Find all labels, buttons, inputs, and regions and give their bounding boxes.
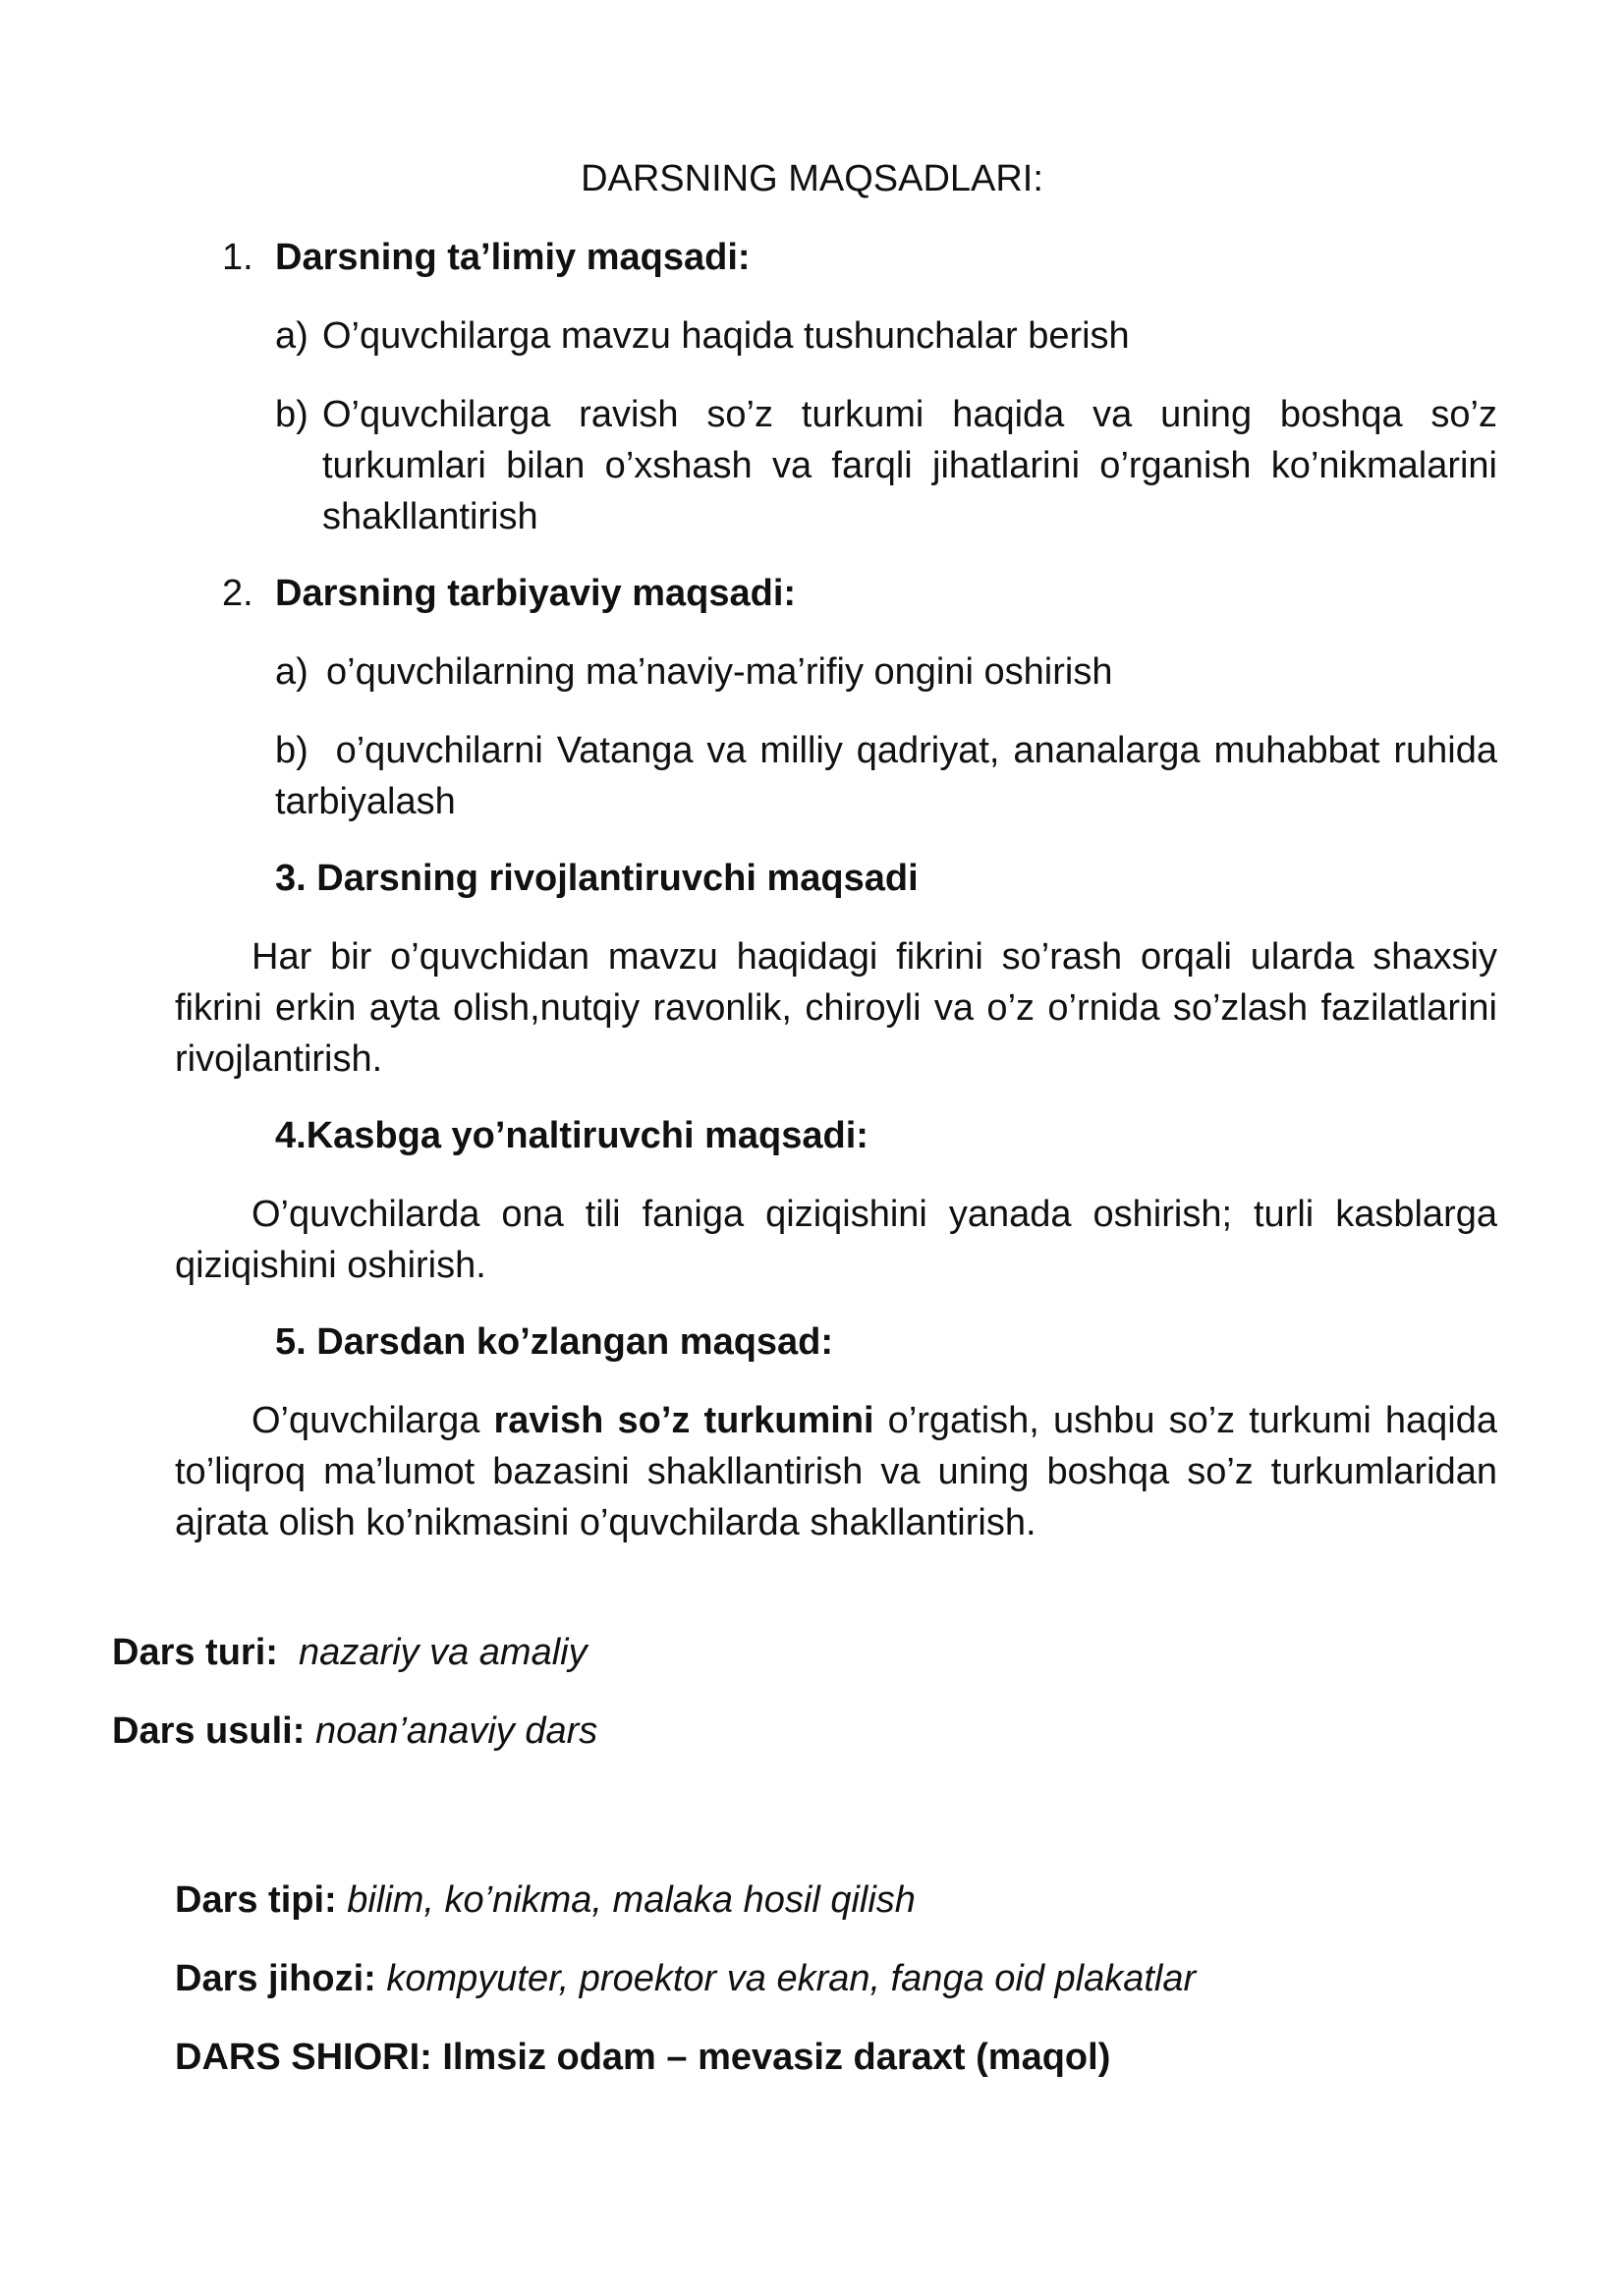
dars-turi-label: Dars turi:: [112, 1632, 278, 1673]
dars-turi: [112, 1627, 588, 1678]
goal-3-heading: 3. Darsning rivojlantiruvchi maqsadi: [275, 858, 919, 899]
goal-2-item-b-text: o’quvchilarni Vatanga va milliy qadriyat, ananalarga muhabbat ruhida tarbiyalash: [275, 730, 1498, 822]
goal-5-body-end: o’rgatish, ushbu so’z turkumi haqida to’liqroq ma’lumot bazasini shakllantirish va uning boshqa so’z turkumlaridan ajrata olish ko’nikmasini o’quvchilarda shakllantirish.: [175, 1400, 1498, 1543]
dars-tipi: [175, 1875, 916, 1926]
dars-shiori: DARS SHIORI: Ilmsiz odam – mevasiz daraxt (maqol): [175, 2037, 1111, 2078]
dars-jihozi: [175, 1953, 1196, 2004]
dars-usuli-label: Dars usuli:: [112, 1710, 306, 1752]
goal-2-item-b: [275, 725, 1497, 827]
page-title: DARSNING MAQSADLARI:: [581, 158, 1043, 199]
dars-jihozi-value: kompyuter, proektor va ekran, fanga oid plakatlar: [386, 1958, 1197, 1999]
dars-tipi-label: Dars tipi:: [175, 1879, 337, 1921]
dars-usuli: [112, 1706, 597, 1757]
goal-2-item-a-text: o’quvchilarning ma’naviy-ma’rifiy ongini oshirish: [326, 651, 1113, 693]
goal-5-body: [175, 1395, 1497, 1548]
goal-1-number: 1.: [222, 237, 253, 278]
goal-1-item-b-text: O’quvchilarga ravish so’z turkumi haqida va uning boshqa so’z turkumlari bilan o’xshash va farqli jihatlarini o’rganish ko’nikmalarini shakllantirish: [322, 394, 1497, 537]
goal-1-item-a-marker: a): [275, 315, 308, 357]
goal-5-body-bold: ravish so’z turkumini: [493, 1400, 874, 1441]
goal-5-heading: 5. Darsdan ko’zlangan maqsad:: [275, 1321, 834, 1363]
goal-1-item-b-marker: b): [275, 394, 308, 435]
goal-5-body-start: O’quvchilarga: [252, 1400, 494, 1441]
dars-tipi-value: bilim, ko’nikma, malaka hosil qilish: [347, 1879, 916, 1921]
goal-2-number: 2.: [222, 573, 253, 614]
goal-2-heading: Darsning tarbiyaviy maqsadi:: [275, 573, 797, 614]
goal-3-body: Har bir o’quvchidan mavzu haqidagi fikrini so’rash orqali ularda shaxsiy fikrini erkin ayta olish,nutqiy ravonlik, chiroyli va o’z o’rnida so’zlash fazilatlarini rivojlantirish.: [175, 936, 1497, 1080]
goal-1-heading: Darsning ta’limiy maqsadi:: [275, 237, 751, 278]
goal-2-item-a-marker: a): [275, 651, 308, 693]
dars-turi-value: nazariy va amaliy: [299, 1632, 588, 1673]
goal-2-item-b-marker: b): [275, 730, 308, 771]
dars-usuli-value: noan’anaviy dars: [314, 1710, 598, 1752]
dars-jihozi-label: Dars jihozi:: [175, 1958, 376, 1999]
goal-4-heading: 4.Kasbga yo’naltiruvchi maqsadi:: [275, 1115, 868, 1156]
goal-1-item-a-text: O’quvchilarga mavzu haqida tushunchalar berish: [322, 315, 1130, 357]
goal-4-body: O’quvchilarda ona tili faniga qiziqishini yanada oshirish; turli kasblarga qiziqishini oshirish.: [175, 1194, 1497, 1286]
